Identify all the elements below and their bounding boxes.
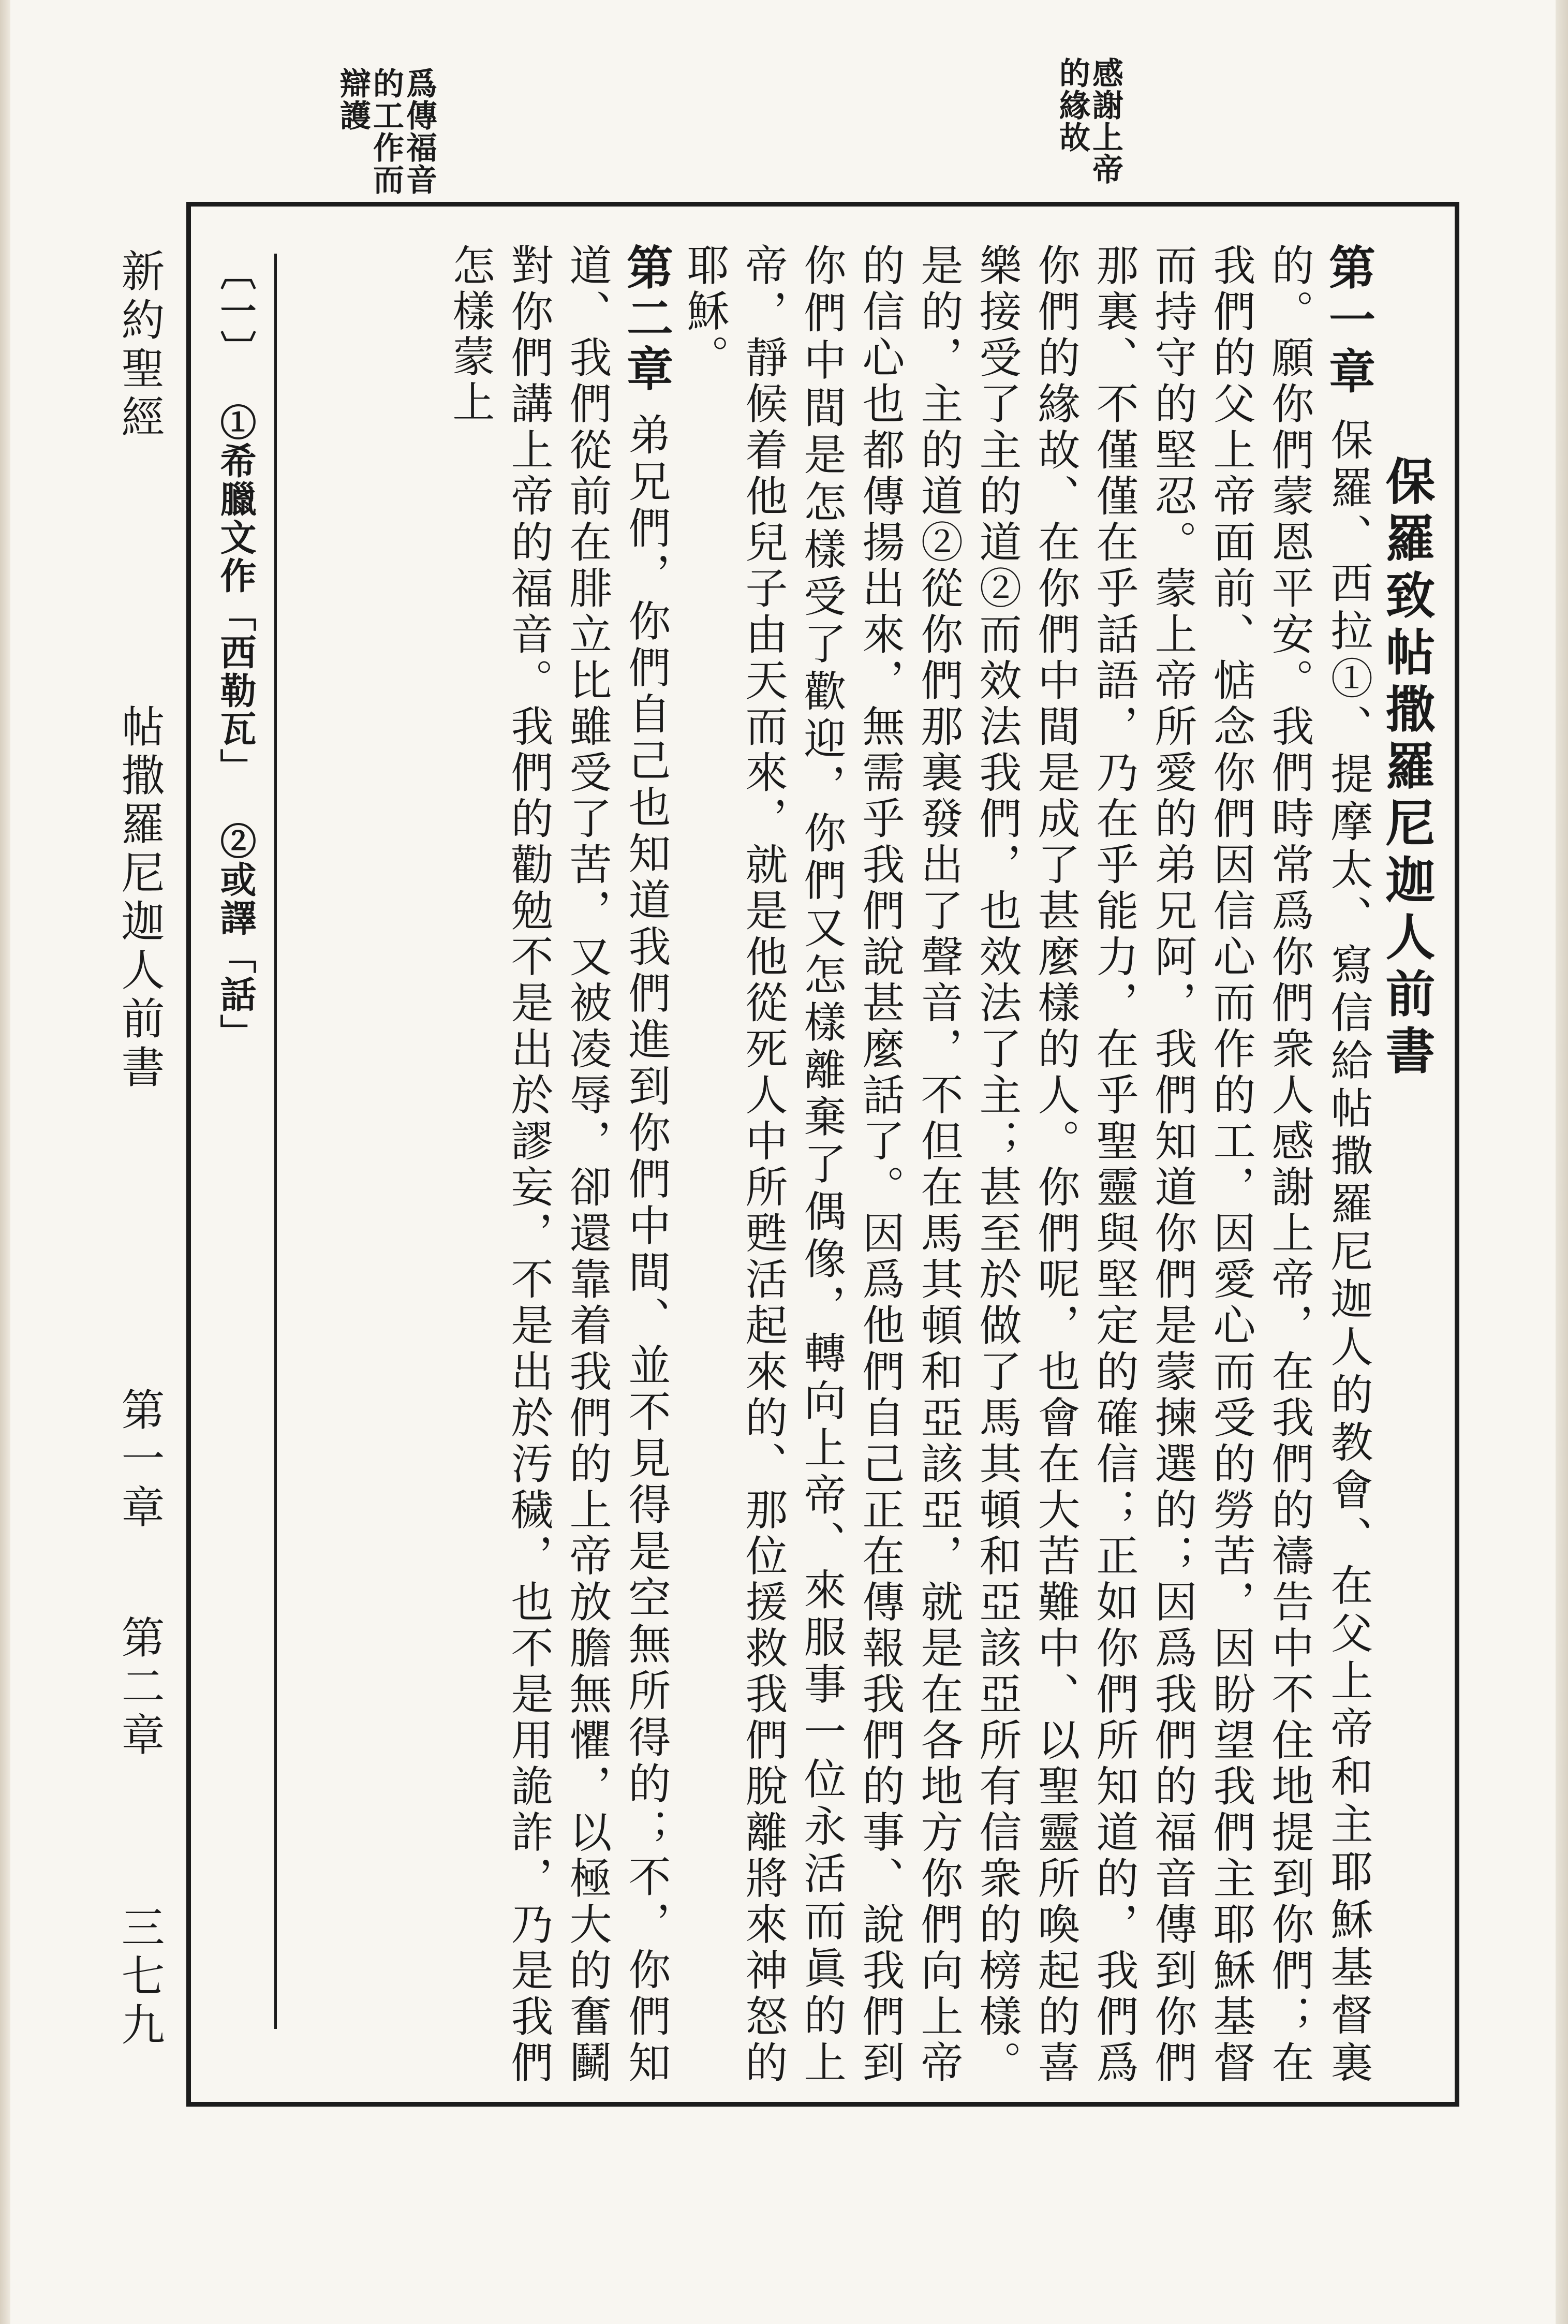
chapter2-paragraph bbox=[441, 243, 675, 2086]
page-edge-left bbox=[0, 0, 10, 2324]
footnote-2: ②或譯「話」 bbox=[214, 822, 257, 1052]
chapter1-heading: 第一章 bbox=[1321, 243, 1375, 399]
running-head bbox=[109, 248, 171, 2112]
footnote-divider bbox=[274, 254, 277, 2029]
chapter2-heading: 第二章 bbox=[618, 243, 673, 395]
page-number: 三七九 bbox=[114, 1905, 165, 2051]
footnote-1: ①希臘文作「西勒瓦」 bbox=[214, 404, 257, 787]
running-head-letter: 帖撒羅尼迦人前書 bbox=[114, 704, 165, 1093]
footnote-marker: 〔一〕 bbox=[214, 254, 257, 369]
book-title: 保羅致帖撒羅尼迦人前書 bbox=[1378, 455, 1436, 1082]
footnotes bbox=[210, 254, 261, 1806]
main-text bbox=[282, 243, 1436, 2086]
running-head-chapter2: 第二章 bbox=[114, 1615, 165, 1761]
chapter1-text: 保羅、西拉①、提摩太、寫信給帖撒羅尼迦人的教會、在父上帝和主耶穌基督裏的。願你們蒙恩平安。我們時常爲你們衆人感謝上帝，在我們的禱告中不住地提到你們；在我們的父上帝面前、惦念你們因信心而作的工，因愛心而受的勞苦，因盼望我們主耶穌基督而持守的堅忍。蒙上帝所愛的弟兄阿，我們知道你們是蒙揀選的；因爲我們的福音傳到你們那裏、不僅僅在乎話語，乃在乎能力，在乎聖靈與堅定的確信；正如你們所知道的，我們爲你們的緣故、在你們中間是成了甚麼樣的人。你們呢，也會在大苦難中、以聖靈所喚起的喜樂接受了主的道②而效法我們，也效法了主；甚至於做了馬其頓和亞該亞所有信衆的榜樣。是的，主的道②從你們那裏發出了聲音，不但在馬其頓和亞該亞，就是在各地方你們向上帝的信心也都傳揚出來，無需乎我們說甚麼話了。因爲他們自己正在傳報我們的事、說我們到你們中間是怎樣受了歡迎，你們又怎樣離棄了偶像，轉向上帝、來服事一位永活而眞的上帝，靜候着他兒子由天而來，就是他從死人中所甦活起來的、那位援救我們脫離將來神怒的耶穌。 bbox=[680, 243, 1373, 2086]
running-head-chapter1: 第一章 bbox=[114, 1387, 165, 1533]
chapter1-paragraph bbox=[675, 243, 1378, 2086]
side-note-thanks-to-god: 感謝上帝的緣故 bbox=[1054, 57, 1123, 185]
page-edge-right bbox=[1556, 0, 1568, 2324]
side-note-gospel-defense: 爲傳福音的工作而辯護 bbox=[335, 67, 437, 196]
running-head-book: 新約聖經 bbox=[114, 248, 165, 443]
chapter2-text: 弟兄們，你們自己也知道我們進到你們中間、並不見得是空無所得的；不，你們知道、我們從前在腓立比雖受了苦，又被凌辱，卻還靠着我們的上帝放膽無懼，以極大的奮鬭對你們講上帝的福音。我們的勸勉不是出於謬妄，不是出於汚穢，也不是用詭詐，乃是我們怎樣蒙上 bbox=[446, 243, 671, 2086]
